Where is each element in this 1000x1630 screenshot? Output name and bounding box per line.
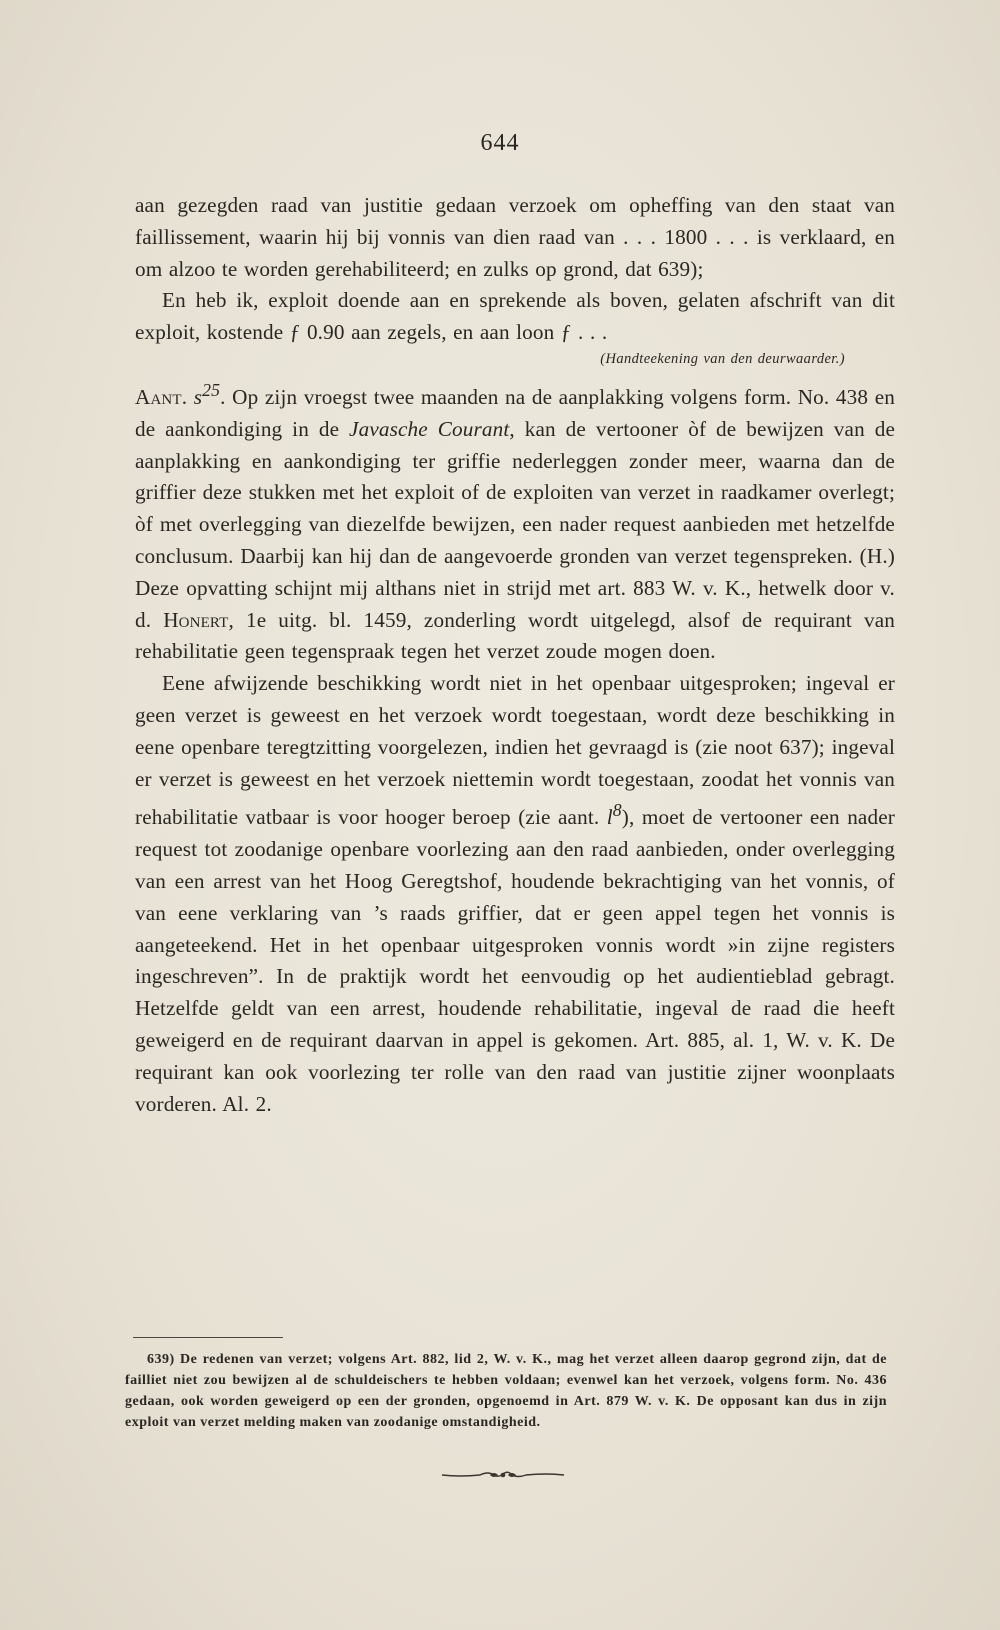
footnote <box>125 1349 887 1433</box>
annotation-ref-letter: s <box>193 385 203 410</box>
decorative-flourish-icon <box>440 1468 566 1482</box>
paragraph-request-continuation: aan gezegden raad van justitie gedaan verzoek om opheffing van den staat van faillissement, waarin hij bij vonnis van dien raad van . . . 1800 . . . is verklaard, en om alzoo te worden gerehabiliteerd; en zulks op grond, dat 639); <box>135 193 895 281</box>
annotation-ref <box>193 379 221 410</box>
page-number: 644 <box>480 130 520 156</box>
annotation-label: Aant. <box>135 385 188 410</box>
annotation-text-c: , 1e uitg. bl. 1459, zonderling wordt uitgelegd, alsof de requirant van rehabilitatie geen tegenspraak tegen het verzet zoude mogen doen. <box>135 607 895 664</box>
rejection-text-a: Eene afwijzende beschikking wordt niet in het openbaar uitgesproken; ingeval er geen verzet is geweest en het verzoek wordt toegestaan, wordt deze beschikking in eene openbare teregtzitting voorgelezen, indien het gevraagd is (zie noot 637); ingeval er verzet is geweest en het verzoek niettemin wordt toegestaan, zoodat het vonnis van rehabilitatie vatbaar is voor hooger beroep (zie aant. <box>135 671 895 830</box>
annotation-ref-number: 25 <box>202 379 221 400</box>
paragraph-exploit-costs: En heb ik, exploit doende aan en sprekende als boven, gelaten afschrift van dit exploit, kostende ƒ 0.90 aan zegels, en aan loon ƒ . . . <box>135 288 895 345</box>
rejection-ref-number: 8 <box>612 800 622 821</box>
rejection-ref-letter: l <box>606 805 613 830</box>
paragraph-annotation <box>135 375 895 668</box>
annotation-text-a: . Op zijn vroegst twee maanden na de aanplakking volgens form. No. 438 en de aankondiging in de <box>135 385 895 441</box>
javasche-courant: Javasche Courant <box>349 416 510 441</box>
rejection-ref <box>606 800 622 830</box>
footnote-639: 639) De redenen van verzet; volgens Art. 882, lid 2, W. v. K., mag het verzet alleen daarop gegrond zijn, dat de failliet niet zou bewijzen al de schuldeischers te hebben voldaan; evenwel kan het verzoek, volgens form. No. 436 gedaan, ook worden geweigerd op een der gronden, opgenoemd in Art. 879 W. v. K. De opposant kan dus in zijn exploit van verzet melding maken van zoodanige omstandigheid. <box>125 1352 887 1430</box>
annotation-text-b: , kan de vertooner òf de bewijzen van de aanplakking en aankondiging ter griffie nederleggen zonder meer, waarna dan de griffier deze stukken met het exploit of de exploiten van verzet in raadkamer overlegt; òf met overlegging van diezelfde bewijzen, een nader request aanbieden met hetzelfde conclusum. Daarbij kan hij dan de aangevoerde gronden van verzet tegenspreken. (H.) Deze opvatting schijnt mij althans niet in strijd met art. 883 W. v. K., hetwelk door v. d. <box>135 416 895 632</box>
footnote-divider <box>133 1337 283 1338</box>
signature-note: (Handteekening van den deurwaarder.) <box>600 350 845 367</box>
paragraph-rejection <box>135 668 895 1120</box>
rejection-text-b: ), moet de vertooner een nader request tot zoodanige openbare voorlezing aan den raad aanbieden, onder overlegging van een arrest van het Hoog Geregtshof, houdende bekrachtiging van het vonnis, of van eene verklaring van ’s raads griffier, dat er geen appel tegen het vonnis is aangeteekend. Het in het openbaar uitgesproken vonnis wordt »in zijne registers ingeschreven”. In de praktijk wordt het eenvoudig op het audientieblad gebragt. Hetzelfde geldt van een arrest, houdende rehabilitatie, ingeval de raad die heeft geweigerd en de requirant daarvan in appel is gekomen. Art. 885, al. 1, W. v. K. De requirant kan ook voorlezing ter rolle van den raad van justitie zijner woonplaats vorderen. Al. 2. <box>135 805 895 1116</box>
main-text <box>135 190 895 1120</box>
author-honert: Honert <box>163 607 229 632</box>
